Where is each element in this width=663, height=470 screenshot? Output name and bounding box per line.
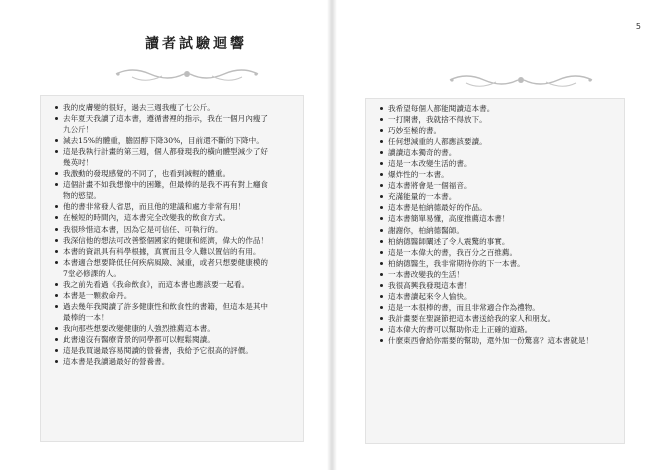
bullet-icon	[380, 317, 383, 320]
bullet-icon	[55, 327, 58, 330]
comment-text: 我計畫要在聖誕節把這本書送給我的家人和朋友。	[388, 313, 556, 323]
comment-text: 一本書改變我的生活！	[388, 269, 464, 279]
bullet-icon	[55, 139, 58, 142]
bullet-icon	[55, 261, 58, 264]
comment-text: 我激動的發現感覺的不同了，也看到減輕的體重。	[63, 169, 231, 179]
bullet-icon	[55, 216, 58, 219]
comment-item	[55, 212, 293, 223]
bullet-icon	[380, 206, 383, 209]
comment-item	[380, 103, 614, 114]
comment-text: 這本偉大的書可以幫助你走上正確的道路。	[388, 324, 533, 334]
comment-item	[55, 135, 293, 146]
bullet-icon	[55, 305, 58, 308]
bullet-icon	[380, 240, 383, 243]
comment-item	[380, 335, 614, 346]
bullet-icon	[55, 338, 58, 341]
comment-item	[55, 279, 293, 290]
comment-text: 柏納德醫師闡述了令人震驚的事實。	[388, 236, 510, 246]
page-title: 讀者試驗迴響	[145, 36, 247, 52]
book-gutter	[327, 0, 337, 470]
comment-text: 柏納德醫生，我非常期待你的下一本書。	[388, 258, 525, 268]
comment-text: 這本書簡單易懂，高度推薦這本書！	[388, 214, 510, 224]
comment-item	[55, 146, 293, 168]
comment-item	[380, 258, 614, 269]
comment-item	[380, 180, 614, 191]
comment-item	[55, 102, 293, 113]
comment-text: 我之前先看過《我命飲食》，而這本書也應該要一起看。	[63, 279, 250, 289]
bullet-icon	[55, 228, 58, 231]
bullet-icon	[55, 283, 58, 286]
comment-item	[55, 224, 293, 235]
comment-item	[380, 236, 614, 247]
bullet-icon	[380, 217, 383, 220]
bullet-icon	[380, 284, 383, 287]
left-comment-box	[40, 95, 304, 442]
page-number: 5	[635, 22, 641, 31]
comment-text: 本書是一顆救命丹。	[63, 290, 132, 300]
bullet-icon	[380, 273, 383, 276]
comment-item	[380, 136, 614, 147]
bullet-icon	[55, 205, 58, 208]
ornament-divider-right	[446, 68, 596, 92]
comment-text: 巧妙至極的書。	[388, 126, 442, 136]
comment-item	[380, 147, 614, 158]
bullet-icon	[55, 250, 58, 253]
comment-item	[55, 201, 293, 212]
comment-item	[55, 246, 293, 257]
comment-item	[380, 302, 614, 313]
comment-text: 我很珍惜這本書，因為它是可信任、可執行的。	[63, 224, 223, 234]
bullet-icon	[55, 150, 58, 153]
bullet-icon	[380, 306, 383, 309]
comment-item	[380, 324, 614, 335]
bullet-icon	[55, 106, 58, 109]
comment-text: 這本書是我讀過最好的營養書。	[63, 357, 170, 367]
comment-text: 本書適合想要降低任何疾病風險、減重，或者只想要健康模的 7堂必修課的人。	[63, 257, 269, 278]
comment-text: 這個計畫不如我想像中的困難，但最棒的是我不再有對上癮食 物的慾望。	[63, 180, 269, 201]
bullet-icon	[380, 251, 383, 254]
bullet-icon	[380, 229, 383, 232]
bullet-icon	[380, 262, 383, 265]
comment-text: 減去15%的體重，膽固醇下降30%，目前還不斷的下降中。	[63, 136, 264, 146]
bullet-icon	[55, 349, 58, 352]
comment-text: 他的書非常發人省思，而且他的建議和處方非常有用！	[63, 202, 246, 212]
bullet-icon	[55, 360, 58, 363]
comment-item	[55, 290, 293, 301]
comment-text: 我很高興我發現這本書！	[388, 280, 472, 290]
comment-item	[380, 269, 614, 280]
bullet-icon	[55, 239, 58, 242]
comment-text: 我希望每個人都能閱讀這本書。	[388, 104, 495, 113]
comment-text: 爆炸性的一本書。	[388, 170, 449, 180]
comment-item	[380, 291, 614, 302]
comment-item	[55, 356, 293, 367]
bullet-icon	[55, 183, 58, 186]
comment-text: 此書遠沒有醫療背景的同學都可以輕鬆閱讀。	[63, 334, 215, 344]
comment-text: 本書的資訊具有科學根據，真實而且令人難以置信的有用。	[63, 246, 261, 256]
comment-text: 這是一本很棒的書，而且非常適合作為禮物。	[388, 302, 540, 312]
bullet-icon	[380, 184, 383, 187]
comment-item	[55, 168, 293, 179]
comment-text: 這是一本偉大的書，我百分之百推薦。	[388, 247, 518, 257]
comment-item	[380, 202, 614, 213]
comment-text: 謝謝你，柏納德醫師。	[388, 225, 464, 235]
bullet-icon	[380, 339, 383, 342]
comment-item	[380, 247, 614, 258]
comment-item	[55, 235, 293, 246]
comment-text: 這本書讀起來令人愉快。	[388, 291, 472, 301]
ornament-divider-left	[112, 62, 262, 86]
bullet-icon	[380, 140, 383, 143]
bullet-icon	[380, 173, 383, 176]
comment-text: 我向那些想要改變健康的人強烈推薦這本書。	[63, 323, 215, 333]
comment-item	[380, 125, 614, 136]
comment-text: 這是我執行計畫的第三週，個人都發現我的橫向體型減少了好 幾英吋！	[63, 147, 269, 168]
bullet-icon	[55, 294, 58, 297]
comment-item	[55, 323, 293, 334]
bullet-icon	[55, 172, 58, 175]
comment-item	[380, 280, 614, 291]
bullet-icon	[380, 129, 383, 132]
comment-text: 我深信他的想法可改善整個國家的健康和經濟，偉大的作品！	[63, 235, 269, 245]
bullet-icon	[380, 195, 383, 198]
comment-item	[380, 158, 614, 169]
bullet-icon	[380, 151, 383, 154]
bullet-icon	[380, 162, 383, 165]
bullet-icon	[55, 117, 58, 120]
comment-item	[55, 334, 293, 345]
bullet-icon	[380, 295, 383, 298]
comment-item	[380, 225, 614, 236]
comment-text: 讀讀這本獨奇的書。	[388, 148, 457, 158]
comment-text: 過去幾年我閱讀了許多健康性和飲食性的書籍，但這本是其中 最棒的一本！	[63, 301, 269, 322]
comment-text: 這本書將會是一個福音。	[388, 181, 472, 191]
comment-text: 這是一本改變生活的書。	[388, 159, 472, 169]
comment-item	[55, 113, 293, 135]
comment-item	[380, 213, 614, 224]
right-comment-list	[380, 103, 614, 346]
comment-item	[55, 345, 293, 356]
comment-text: 任何想減重的人都應該要讀。	[388, 137, 487, 147]
bullet-icon	[380, 328, 383, 331]
left-comment-list	[55, 102, 293, 367]
bullet-icon	[380, 118, 383, 121]
comment-text: 在極短的時間內，這本書完全改變我的飲食方式。	[63, 213, 231, 223]
comment-text: 充滿能量的一本書。	[388, 192, 457, 202]
comment-item	[380, 169, 614, 180]
right-comment-box	[365, 98, 625, 444]
comment-text: 這本書是柏納德最好的作品。	[388, 203, 487, 213]
comment-item	[380, 191, 614, 202]
comment-text: 一打開書，我就捨不得放下。	[388, 115, 487, 125]
comment-text: 我的皮膚變的很好，過去三週我瘦了七公斤。	[63, 103, 215, 112]
comment-item	[55, 179, 293, 201]
comment-item	[55, 257, 293, 279]
comment-text: 什麼東西會給你需要的幫助，還外加一份驚喜？這本書就是！	[388, 335, 594, 345]
comment-item	[55, 301, 293, 323]
comment-text: 這是我買過最容易閱讀的營養書，我給予它很高的評價。	[63, 346, 253, 356]
bullet-icon	[380, 107, 383, 110]
comment-item	[380, 313, 614, 324]
comment-text: 去年夏天我讀了這本書，遵循書裡的指示，我在一個月內瘦了 九公斤！	[63, 114, 269, 135]
comment-item	[380, 114, 614, 125]
